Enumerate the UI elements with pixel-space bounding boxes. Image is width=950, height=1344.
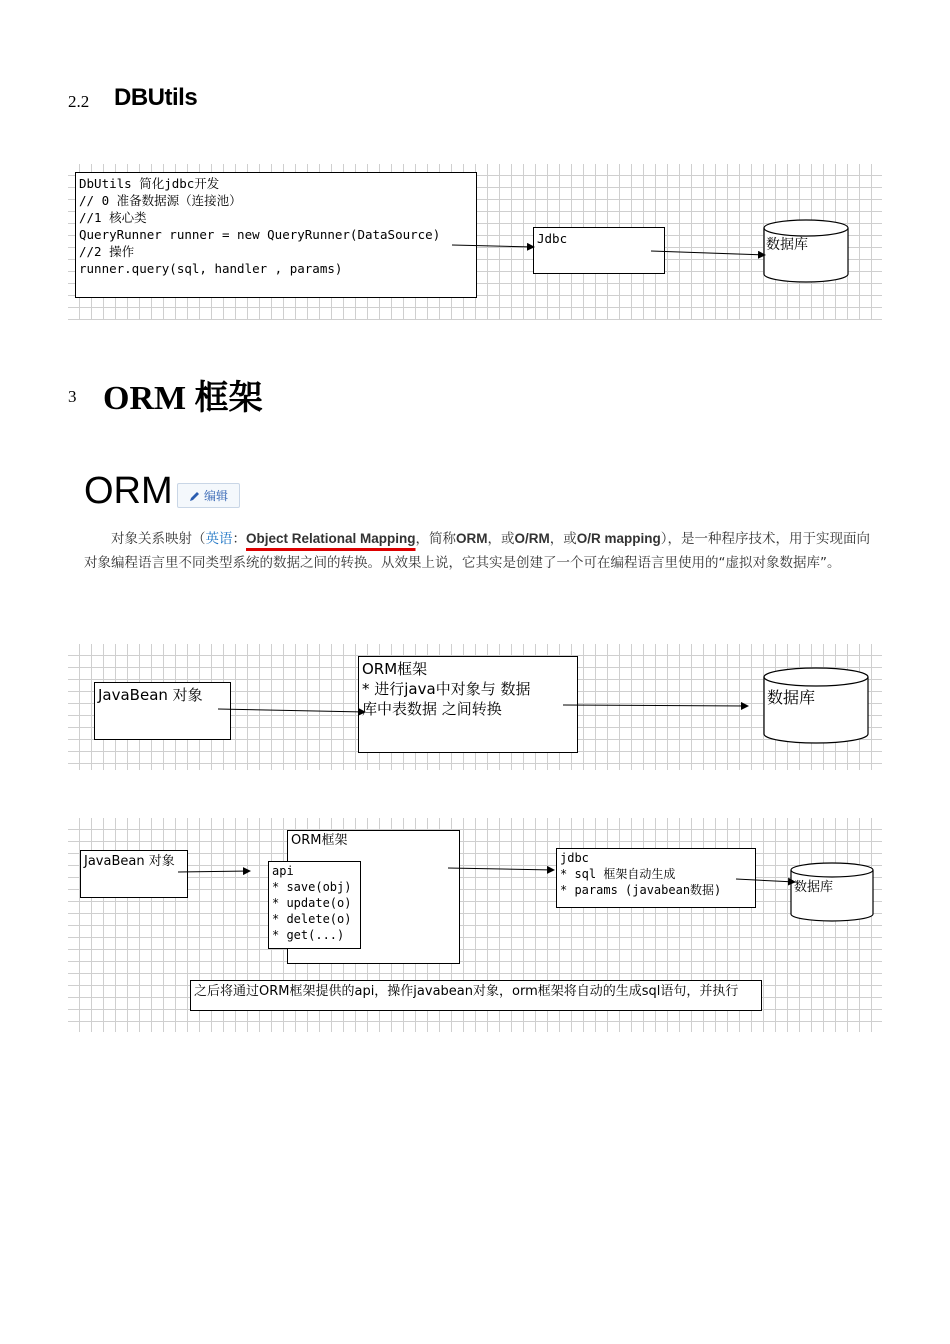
javabean-label: JavaBean 对象 <box>98 686 203 704</box>
arrows <box>68 644 882 770</box>
api-line: * save(obj) <box>272 880 352 894</box>
article-paragraph <box>84 527 874 575</box>
orm-diagram <box>68 644 882 770</box>
arrows <box>68 164 882 320</box>
english-link[interactable]: 英语 <box>205 531 233 547</box>
note-text: 之后将通过ORM框架提供的api，操作javabean对象，orm框架将自动的生成sql语句，并执行 <box>194 984 739 999</box>
code-line: runner.query(sql, handler , params) <box>79 261 343 276</box>
api-line: * get(...) <box>272 928 345 942</box>
database-label: 数据库 <box>794 880 834 895</box>
orm-label: ORM框架 <box>291 833 348 848</box>
para-prefix: 对象关系映射（ <box>111 531 206 547</box>
database-label: 数据库 <box>766 237 808 253</box>
pencil-icon <box>189 490 201 502</box>
jdbc-line: jdbc <box>560 851 589 865</box>
orm-detail-diagram <box>68 818 882 1032</box>
section-number: 2.2 <box>68 92 90 111</box>
api-line: api <box>272 864 294 878</box>
abbr: ORM <box>456 531 488 546</box>
term: Object Relational Mapping <box>246 531 416 546</box>
edit-label: 编辑 <box>203 489 228 503</box>
edit-button[interactable] <box>177 483 240 508</box>
code-line: // 0 准备数据源（连接池） <box>79 193 242 208</box>
article-title: ORM <box>84 470 173 512</box>
api-line: * update(o) <box>272 896 352 910</box>
abbr: O/RM <box>514 531 550 546</box>
javabean-label: JavaBean 对象 <box>84 854 175 869</box>
section-title: DBUtils <box>114 84 198 111</box>
sep: ，或 <box>487 531 515 547</box>
api-line: * delete(o) <box>272 912 352 926</box>
sep: ，或 <box>549 531 577 547</box>
colon: ： <box>232 531 246 547</box>
para-rest: ），是一种程序技术，用于实现面向对象编程语言里不同类型系统的数据之间的转换。从效果上说，它其实是创建了一个可在编程语言里使用的“虚拟对象数据库”。 <box>84 531 871 571</box>
code-line: DbUtils 简化jdbc开发 <box>79 176 220 191</box>
section-title: ORM 框架 <box>103 380 263 417</box>
orm-line: ORM框架 <box>362 660 428 678</box>
arrows <box>68 818 882 1032</box>
para-mid: ，简称 <box>415 531 457 547</box>
jdbc-line: * params (javabean数据) <box>560 883 722 897</box>
jdbc-line: * sql 框架自动生成 <box>560 867 676 881</box>
orm-line: * 进行java中对象与 数据 <box>362 680 531 698</box>
code-line: //1 核心类 <box>79 210 147 225</box>
abbr: O/R mapping <box>576 531 661 546</box>
database-label: 数据库 <box>767 688 816 707</box>
code-line: //2 操作 <box>79 244 135 259</box>
code-line: QueryRunner runner = new QueryRunner(DataSource) <box>79 227 441 242</box>
jdbc-label: Jdbc <box>537 231 568 246</box>
orm-line: 库中表数据 之间转换 <box>362 700 502 718</box>
dbutils-diagram <box>68 164 882 320</box>
section-number: 3 <box>68 387 77 406</box>
